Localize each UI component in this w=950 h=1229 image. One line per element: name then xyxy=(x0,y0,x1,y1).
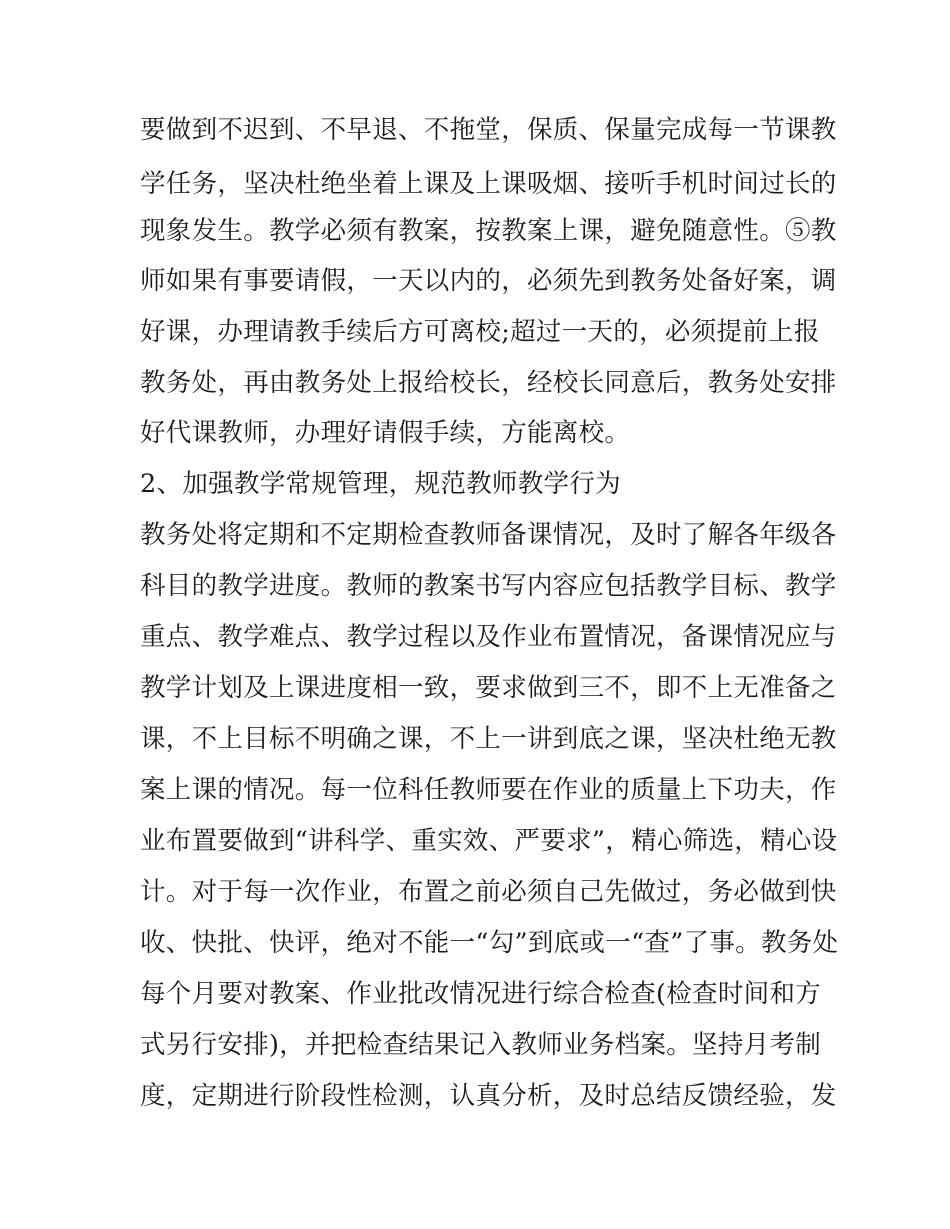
text-line: 重点、教学难点、教学过程以及作业布置情况，备课情况应与 xyxy=(140,622,837,652)
text-line: 教务处将定期和不定期检查教师备课情况，及时了解各年级各 xyxy=(140,520,837,550)
text-line: 好代课教师，办理好请假手续，方能离校。 xyxy=(140,418,631,448)
text-line: 好课，办理请教手续后方可离校;超过一天的，必须提前上报 xyxy=(140,317,820,347)
text-line: 教学计划及上课进度相一致，要求做到三不，即不上无准备之 xyxy=(140,673,837,703)
text-line: 计。对于每一次作业，布置之前必须自己先做过，务必做到快 xyxy=(140,877,837,907)
text-line: 要做到不迟到、不早退、不拖堂，保质、保量完成每一节课教 xyxy=(140,115,837,145)
text-line: 每个月要对教案、作业批改情况进行综合检查(检查时间和方 xyxy=(140,979,822,1009)
text-line: 科目的教学进度。教师的教案书写内容应包括教学目标、教学 xyxy=(140,571,837,601)
text-line: 师如果有事要请假，一天以内的，必须先到教务处备好案，调 xyxy=(140,266,837,296)
text-line: 业布置要做到“讲科学、重实效、严要求”，精心筛选，精心设 xyxy=(140,826,838,856)
text-line: 收、快批、快评，绝对不能一“勾”到底或一“查”了事。教务处 xyxy=(140,928,839,958)
text-line: 案上课的情况。每一位科任教师要在作业的质量上下功夫，作 xyxy=(140,775,837,805)
text-line: 现象发生。教学必须有教案，按教案上课，避免随意性。⑤教 xyxy=(140,216,837,246)
text-line: 教务处，再由教务处上报给校长，经校长同意后，教务处安排 xyxy=(140,368,837,398)
text-line: 度，定期进行阶段性检测，认真分析，及时总结反馈经验，发 xyxy=(140,1081,837,1111)
text-line: 式另行安排)，并把检查结果记入教师业务档案。坚持月考制 xyxy=(140,1030,822,1060)
text-line: 课，不上目标不明确之课，不上一讲到底之课，坚决杜绝无教 xyxy=(140,724,837,754)
section-heading: 2、加强教学常规管理，规范教师教学行为 xyxy=(140,469,621,499)
text-line: 学任务，坚决杜绝坐着上课及上课吸烟、接听手机时间过长的 xyxy=(140,169,837,199)
